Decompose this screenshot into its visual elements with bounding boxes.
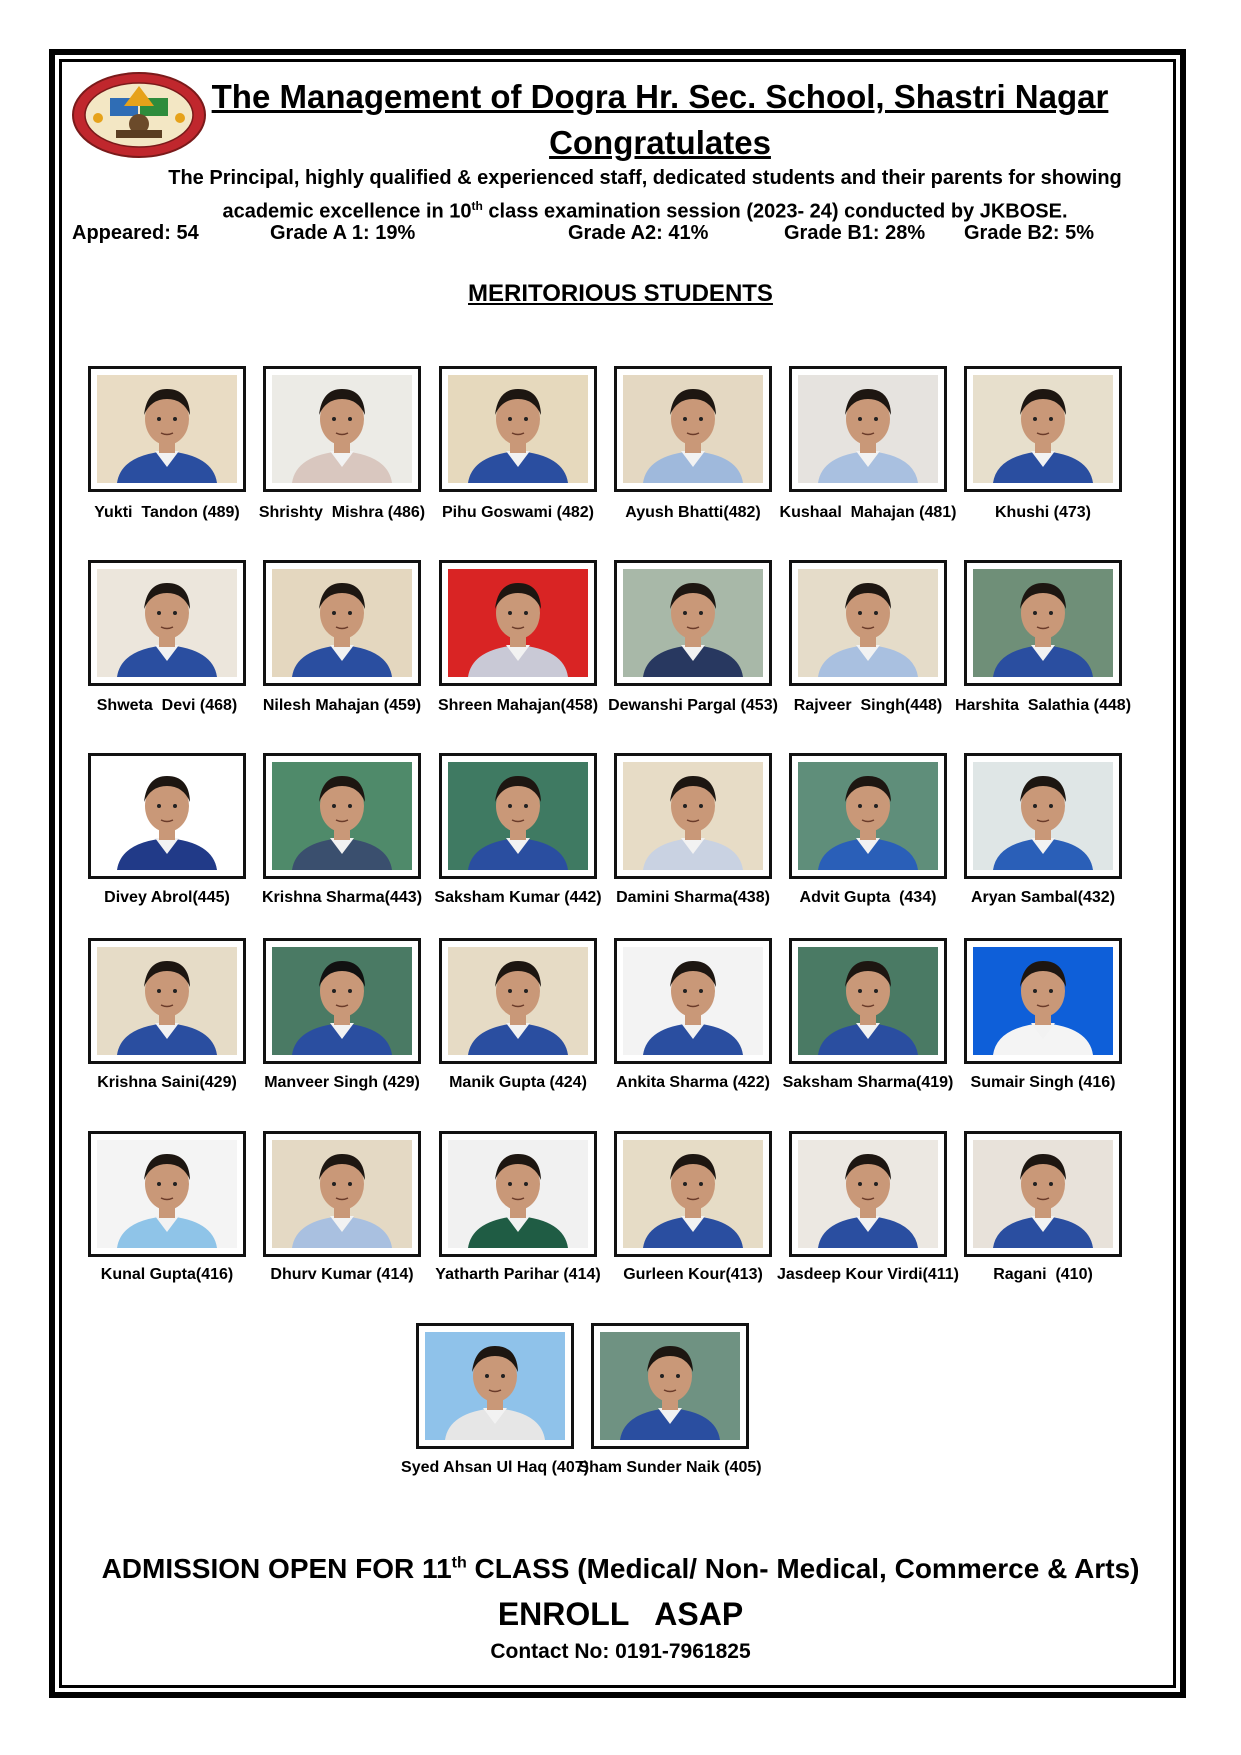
stat-grade-a2: Grade A2: 41% (568, 222, 709, 244)
student-photo-card (439, 1131, 597, 1257)
student-caption: Divey Abrol(445) (104, 889, 230, 906)
student-photo (272, 947, 412, 1055)
admission-superscript: th (451, 1554, 467, 1572)
student-caption: Pihu Goswami (482) (441, 504, 595, 521)
student-photo (623, 947, 763, 1055)
stat-appeared: Appeared: 54 (72, 222, 199, 244)
intro-line-1: The Principal, highly qualified & experienced staff, dedicated students and their parents for showing (168, 167, 1122, 189)
stat-grade-b2: Grade B2: 5% (964, 222, 1095, 244)
student-photo (272, 1140, 412, 1248)
student-caption: Ayush Bhatti(482) (625, 504, 761, 521)
stat-grade-b1: Grade B1: 28% (784, 222, 926, 244)
student-photo-card (964, 753, 1122, 879)
student-caption: Kushaal Mahajan (481) (779, 504, 957, 521)
student-caption: Harshita Salathia (448) (954, 697, 1132, 714)
congratulates-heading: Congratulates (549, 124, 771, 161)
intro-line-2-text: academic excellence in 10 (222, 200, 472, 223)
student-photo-card (88, 753, 246, 879)
student-photo-card (789, 938, 947, 1064)
student-caption: Krishna Saini(429) (97, 1074, 237, 1091)
student-photo (97, 569, 237, 677)
student-photo (600, 1332, 740, 1440)
enroll-heading: ENROLL ASAP (497, 1596, 744, 1632)
student-photo-card (964, 366, 1122, 492)
student-caption: Jasdeep Kour Virdi(411) (777, 1266, 959, 1283)
student-photo (623, 375, 763, 483)
student-photo (425, 1332, 565, 1440)
student-caption: Gurleen Kour(413) (623, 1266, 763, 1283)
student-photo (448, 762, 588, 870)
student-caption: Damini Sharma(438) (616, 889, 770, 906)
student-photo (798, 375, 938, 483)
student-photo (623, 569, 763, 677)
intro-line-2-rest: class examination session (2023- 24) conducted by JKBOSE. (482, 200, 1068, 223)
student-caption: Rajveer Singh(448) (793, 697, 943, 714)
student-photo (448, 375, 588, 483)
student-photo-card (439, 753, 597, 879)
student-photo (623, 1140, 763, 1248)
student-photo-card (789, 1131, 947, 1257)
student-photo-card (439, 560, 597, 686)
student-photo-card (789, 753, 947, 879)
student-photo-card (964, 560, 1122, 686)
student-photo (973, 947, 1113, 1055)
student-caption: Dewanshi Pargal (453) (608, 697, 778, 714)
admission-banner (0, 1553, 1241, 1585)
student-photo (973, 1140, 1113, 1248)
student-caption: Khushi (473) (994, 504, 1091, 521)
student-photo (97, 762, 237, 870)
student-photo (798, 569, 938, 677)
student-caption: Dhurv Kumar (414) (270, 1266, 414, 1283)
student-caption: Kunal Gupta(416) (100, 1266, 234, 1283)
student-photo-card (614, 1131, 772, 1257)
student-photo-card (614, 938, 772, 1064)
student-photo-card (614, 366, 772, 492)
student-caption: Syed Ahsan Ul Haq (407) (401, 1459, 589, 1476)
student-photo-card (416, 1323, 574, 1449)
student-photo-card (964, 1131, 1122, 1257)
student-photo-card (88, 1131, 246, 1257)
student-caption: Manveer Singh (429) (264, 1074, 420, 1091)
student-photo (97, 375, 237, 483)
intro-line-2 (150, 192, 1140, 226)
student-photo (448, 947, 588, 1055)
student-caption: Sham Sunder Naik (405) (578, 1459, 762, 1476)
student-caption: Shreen Mahajan(458) (437, 697, 599, 714)
student-photo-card (614, 753, 772, 879)
student-photo-card (263, 938, 421, 1064)
page-title: The Management of Dogra Hr. Sec. School, Shastri Nagar (211, 78, 1109, 115)
contact-number: Contact No: 0191-7961825 (490, 1640, 751, 1663)
student-photo-card (88, 938, 246, 1064)
student-photo-card (263, 753, 421, 879)
student-caption: Aryan Sambal(432) (970, 889, 1116, 906)
admission-text: ADMISSION OPEN FOR 11 (101, 1553, 452, 1584)
student-photo-card (263, 560, 421, 686)
student-caption: Krishna Sharma(443) (261, 889, 423, 906)
student-photo (798, 1140, 938, 1248)
student-photo (973, 569, 1113, 677)
section-title-meritorious: MERITORIOUS STUDENTS (468, 280, 773, 307)
intro-paragraph (150, 164, 1140, 226)
student-photo (272, 375, 412, 483)
student-photo (798, 762, 938, 870)
student-photo (623, 762, 763, 870)
student-caption: Ankita Sharma (422) (616, 1074, 770, 1091)
student-photo (973, 375, 1113, 483)
student-caption: Yukti Tandon (489) (94, 504, 240, 521)
student-photo-card (591, 1323, 749, 1449)
student-caption: Sumair Singh (416) (970, 1074, 1116, 1091)
student-caption: Shrishty Mishra (486) (258, 504, 426, 521)
student-caption: Manik Gupta (424) (449, 1074, 587, 1091)
student-caption: Yatharth Parihar (414) (435, 1266, 601, 1283)
student-photo (973, 762, 1113, 870)
student-photo (272, 569, 412, 677)
student-caption: Shweta Devi (468) (96, 697, 238, 714)
student-photo (97, 1140, 237, 1248)
student-photo (448, 1140, 588, 1248)
student-photo (97, 947, 237, 1055)
student-caption: Advit Gupta (434) (799, 889, 937, 906)
student-photo-card (964, 938, 1122, 1064)
admission-text-rest: CLASS (Medical/ Non- Medical, Commerce & Arts) (466, 1553, 1140, 1584)
student-photo-card (88, 560, 246, 686)
student-photo-card (789, 560, 947, 686)
student-photo (798, 947, 938, 1055)
student-photo-card (614, 560, 772, 686)
student-photo (272, 762, 412, 870)
student-caption: Nilesh Mahajan (459) (262, 697, 422, 714)
student-photo-card (263, 1131, 421, 1257)
student-photo-card (789, 366, 947, 492)
student-caption: Saksham Kumar (442) (434, 889, 602, 906)
intro-superscript: th (471, 199, 483, 213)
student-photo-card (88, 366, 246, 492)
student-photo-card (263, 366, 421, 492)
student-caption: Saksham Sharma(419) (782, 1074, 954, 1091)
student-photo (448, 569, 588, 677)
stat-grade-a1: Grade A 1: 19% (270, 222, 416, 244)
student-photo-card (439, 366, 597, 492)
student-photo-card (439, 938, 597, 1064)
student-caption: Ragani (410) (993, 1266, 1093, 1283)
